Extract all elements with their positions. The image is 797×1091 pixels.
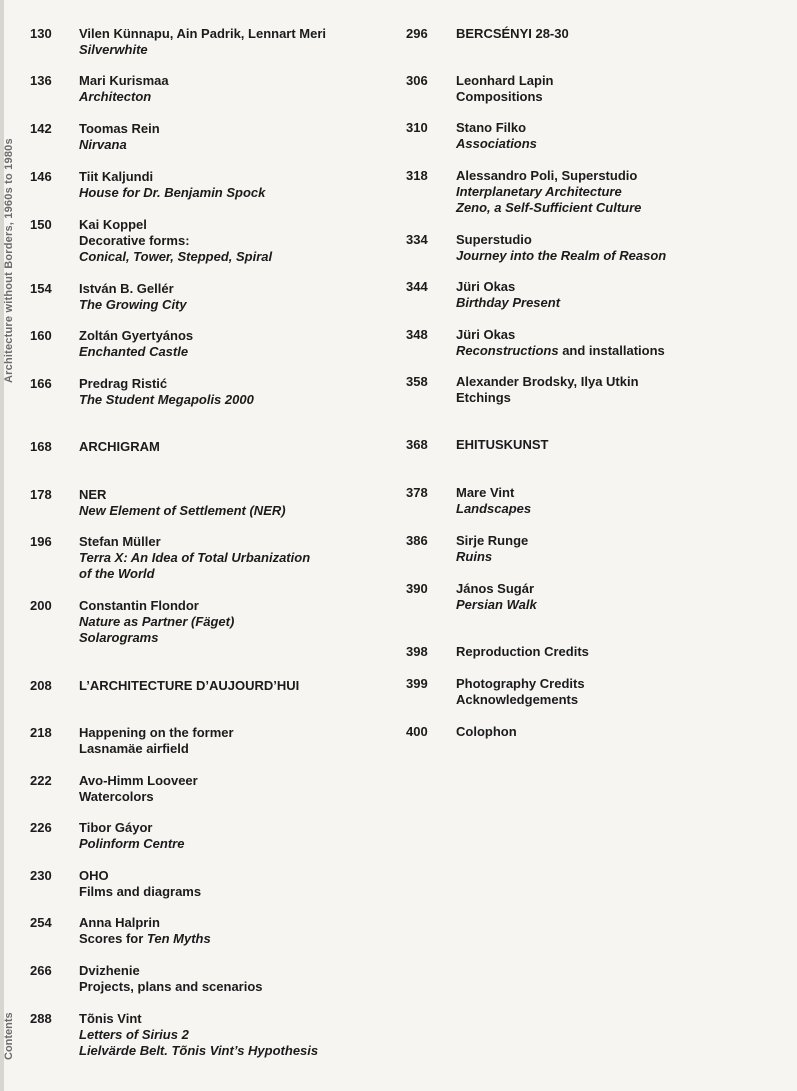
entry-subtitle <box>456 136 537 152</box>
page-number: 348 <box>406 327 428 342</box>
line-text: ARCHIGRAM <box>79 439 160 454</box>
entry-heading <box>79 820 184 836</box>
entry-subtitle <box>79 789 198 805</box>
line-text: NER <box>79 487 107 502</box>
page-number: 196 <box>30 534 52 549</box>
line-text: Silverwhite <box>79 42 148 57</box>
line-text: Alessandro Poli, Superstudio <box>456 168 638 183</box>
entry-heading <box>79 121 160 137</box>
line-text: Birthday Present <box>456 295 561 310</box>
page-number: 266 <box>30 963 52 978</box>
entry-heading <box>456 485 531 501</box>
line-text: Mari Kurismaa <box>79 73 169 88</box>
entry-heading <box>456 724 517 740</box>
line-text: The Student Megapolis 2000 <box>79 392 254 407</box>
entry-heading <box>456 437 548 453</box>
entry-heading <box>79 376 254 392</box>
entry-subtitle <box>456 390 639 406</box>
entry-subtitle <box>456 343 665 359</box>
line-text: Predrag Ristić <box>79 376 168 391</box>
page-number: 368 <box>406 437 428 452</box>
line-text: Tibor Gáyor <box>79 820 153 835</box>
line-text: Jüri Okas <box>456 279 516 294</box>
entry-subtitle <box>79 137 160 153</box>
page-number: 296 <box>406 26 428 41</box>
entry-text <box>79 73 169 105</box>
entry-subtitle <box>79 931 211 947</box>
entry-heading <box>79 598 234 614</box>
entry-heading <box>456 120 537 136</box>
entry-text <box>79 1011 318 1059</box>
entry-heading <box>456 26 569 42</box>
line-text: Superstudio <box>456 232 532 247</box>
entry-text <box>456 581 537 613</box>
entry-text <box>79 121 160 153</box>
entry-heading <box>79 963 263 979</box>
page-number: 306 <box>406 73 428 88</box>
entry-subtitle <box>79 884 201 900</box>
line-text: Solarograms <box>79 630 159 645</box>
line-text: Persian Walk <box>456 597 537 612</box>
line-text: Interplanetary Architecture <box>456 184 622 199</box>
line-text: Leonhard Lapin <box>456 73 554 88</box>
page-number: 334 <box>406 232 428 247</box>
entry-text <box>79 534 310 582</box>
entry-subtitle <box>456 184 641 200</box>
entry-subtitle <box>456 597 537 613</box>
line-text: Conical, Tower, Stepped, Spiral <box>79 249 273 264</box>
entry-subtitle <box>79 392 254 408</box>
entry-heading <box>79 678 299 694</box>
entry-text <box>79 963 263 995</box>
line-text: BERCSÉNYI 28-30 <box>456 26 569 41</box>
entry-text <box>79 773 198 805</box>
line-text: Ruins <box>456 549 493 564</box>
entry-text <box>456 168 641 216</box>
entry-heading <box>79 328 193 344</box>
line-text: Compositions <box>456 89 543 104</box>
entry-text <box>456 73 554 105</box>
line-text: Architecton <box>79 89 152 104</box>
line-text: Vilen Künnapu, Ain Padrik, Lennart Meri <box>79 26 327 41</box>
line-text: Colophon <box>456 724 517 739</box>
line-text: Stano Filko <box>456 120 527 135</box>
running-title-text: Architecture without Borders, 1960s to 1980s <box>3 138 15 383</box>
page-number: 400 <box>406 724 428 739</box>
entry-subtitle <box>79 297 187 313</box>
entry-subtitle <box>456 200 641 216</box>
line-text: Journey into the Realm of Reason <box>456 248 667 263</box>
entry-heading <box>79 725 234 741</box>
entry-subtitle <box>79 630 234 646</box>
entry-heading <box>79 773 198 789</box>
page-number: 344 <box>406 279 428 294</box>
page-number: 146 <box>30 169 52 184</box>
line-text: Etchings <box>456 390 511 405</box>
line-text: Avo-Himm Looveer <box>79 773 198 788</box>
entry-text <box>456 120 537 152</box>
entry-text <box>79 487 286 519</box>
entry-heading <box>456 676 585 692</box>
line-text: Constantin Flondor <box>79 598 199 613</box>
entry-heading <box>456 232 666 248</box>
line-text: Films and diagrams <box>79 884 202 899</box>
line-text: Reconstructions <box>456 343 559 358</box>
entry-text <box>79 915 211 947</box>
entry-heading <box>79 439 160 455</box>
line-text: L’ARCHITECTURE D’AUJOURD’HUI <box>79 678 300 693</box>
entry-subtitle <box>79 42 326 58</box>
line-text: Mare Vint <box>456 485 515 500</box>
entry-subtitle <box>79 1027 318 1043</box>
line-text: Decorative forms: <box>79 233 190 248</box>
entry-text <box>456 644 589 660</box>
page-number: 318 <box>406 168 428 183</box>
page-number: 390 <box>406 581 428 596</box>
entry-subtitle <box>79 979 263 995</box>
page-number: 226 <box>30 820 52 835</box>
page-number: 136 <box>30 73 52 88</box>
entry-heading <box>79 915 211 931</box>
line-text: Associations <box>456 136 537 151</box>
page-number: 230 <box>30 868 52 883</box>
entry-text <box>456 724 517 740</box>
page-number: 142 <box>30 121 52 136</box>
entry-subtitle <box>79 550 310 566</box>
entry-subtitle <box>79 614 234 630</box>
entry-heading <box>456 581 537 597</box>
entry-heading <box>456 374 639 390</box>
entry-subtitle <box>79 503 286 519</box>
line-plain-tail: and installations <box>558 343 665 358</box>
page-number: 154 <box>30 281 52 296</box>
entry-text <box>79 328 193 360</box>
entry-heading <box>79 534 310 550</box>
line-text: Polinform Centre <box>79 836 185 851</box>
page-number: 150 <box>30 217 52 232</box>
entry-heading <box>456 168 641 184</box>
page-number: 378 <box>406 485 428 500</box>
entry-subtitle <box>79 836 184 852</box>
line-text: Sirje Runge <box>456 533 529 548</box>
line-text: The Growing City <box>79 297 187 312</box>
page-number: 399 <box>406 676 428 691</box>
entry-heading <box>456 644 589 660</box>
page-number: 222 <box>30 773 52 788</box>
entry-text <box>79 439 160 455</box>
line-text: Photography Credits <box>456 676 585 691</box>
line-text: Watercolors <box>79 789 154 804</box>
line-text: House for Dr. Benjamin Spock <box>79 185 266 200</box>
entry-subtitle <box>79 566 310 582</box>
line-text: Scores for <box>79 931 147 946</box>
entry-subtitle <box>456 549 528 565</box>
page-number: 254 <box>30 915 52 930</box>
entry-heading <box>456 533 528 549</box>
line-text: Dvizhenie <box>79 963 140 978</box>
line-text: Happening on the former <box>79 725 234 740</box>
line-text: Landscapes <box>456 501 532 516</box>
entry-text <box>79 820 184 852</box>
line-text: Jüri Okas <box>456 327 516 342</box>
entry-heading <box>79 26 326 42</box>
entry-text <box>456 26 569 42</box>
entry-heading <box>79 281 187 297</box>
entry-heading <box>79 1011 318 1027</box>
entry-heading <box>79 868 201 884</box>
section-label-text: Contents <box>3 1012 15 1060</box>
page-number: 208 <box>30 678 52 693</box>
entry-subtitle <box>456 295 560 311</box>
entry-text <box>79 725 234 757</box>
entry-text <box>456 485 531 517</box>
line-text: of the World <box>79 566 155 581</box>
line-text: Toomas Rein <box>79 121 160 136</box>
line-text: Kai Koppel <box>79 217 147 232</box>
line-text: Nature as Partner (Fäget) <box>79 614 235 629</box>
entry-subtitle <box>456 501 531 517</box>
page-number: 160 <box>30 328 52 343</box>
line-text: Lielvärde Belt. Tõnis Vint’s Hypothesis <box>79 1043 319 1058</box>
line-text: Acknowledgements <box>456 692 579 707</box>
page-number: 166 <box>30 376 52 391</box>
entry-subtitle <box>79 249 272 265</box>
line-text: Tõnis Vint <box>79 1011 142 1026</box>
page-number: 288 <box>30 1011 52 1026</box>
page-number: 358 <box>406 374 428 389</box>
entry-text <box>456 676 585 708</box>
entry-subtitle <box>456 89 554 105</box>
entry-subtitle <box>79 741 234 757</box>
line-text: Projects, plans and scenarios <box>79 979 263 994</box>
line-italic-tail: Ten Myths <box>146 931 211 946</box>
line-text: Terra X: An Idea of Total Urbanization <box>79 550 311 565</box>
line-text: EHITUSKUNST <box>456 437 549 452</box>
page-number: 200 <box>30 598 52 613</box>
entry-subtitle <box>79 1043 318 1059</box>
line-text: Tiit Kaljundi <box>79 169 154 184</box>
entry-text <box>79 598 234 646</box>
line-text: Enchanted Castle <box>79 344 189 359</box>
line-text: Anna Halprin <box>79 915 160 930</box>
entry-text <box>79 281 187 313</box>
line-text: Reproduction Credits <box>456 644 589 659</box>
page-number: 310 <box>406 120 428 135</box>
line-text: Nirvana <box>79 137 127 152</box>
entry-heading <box>79 217 272 233</box>
line-text: OHO <box>79 868 109 883</box>
line-text: Stefan Müller <box>79 534 161 549</box>
line-text: Zeno, a Self-Sufficient Culture <box>456 200 642 215</box>
entry-subtitle <box>79 89 169 105</box>
entry-heading <box>456 279 560 295</box>
entry-heading <box>456 327 665 343</box>
entry-text <box>456 327 665 359</box>
line-text: János Sugár <box>456 581 535 596</box>
entry-heading <box>79 487 286 503</box>
page-number: 218 <box>30 725 52 740</box>
page-number: 398 <box>406 644 428 659</box>
entry-text <box>79 217 272 265</box>
entry-subtitle <box>79 185 265 201</box>
page-number: 130 <box>30 26 52 41</box>
line-text: Letters of Sirius 2 <box>79 1027 189 1042</box>
page-number: 386 <box>406 533 428 548</box>
page-number: 178 <box>30 487 52 502</box>
line-text: Alexander Brodsky, Ilya Utkin <box>456 374 639 389</box>
line-text: István B. Gellér <box>79 281 174 296</box>
line-text: Zoltán Gyertyános <box>79 328 194 343</box>
entry-text <box>456 279 560 311</box>
entry-heading <box>79 73 169 89</box>
entry-subtitle <box>79 344 193 360</box>
entry-text <box>456 374 639 406</box>
entry-heading <box>79 169 265 185</box>
entry-text <box>456 437 548 453</box>
entry-text <box>79 868 201 900</box>
line-text: New Element of Settlement (NER) <box>79 503 286 518</box>
entry-text <box>79 26 326 58</box>
entry-subtitle <box>79 233 272 249</box>
entry-heading <box>456 73 554 89</box>
page-number: 168 <box>30 439 52 454</box>
entry-text <box>79 678 299 694</box>
line-text: Lasnamäe airfield <box>79 741 189 756</box>
entry-text <box>456 232 666 264</box>
entry-text <box>79 169 265 201</box>
entry-subtitle <box>456 692 585 708</box>
entry-subtitle <box>456 248 666 264</box>
entry-text <box>456 533 528 565</box>
entry-text <box>79 376 254 408</box>
